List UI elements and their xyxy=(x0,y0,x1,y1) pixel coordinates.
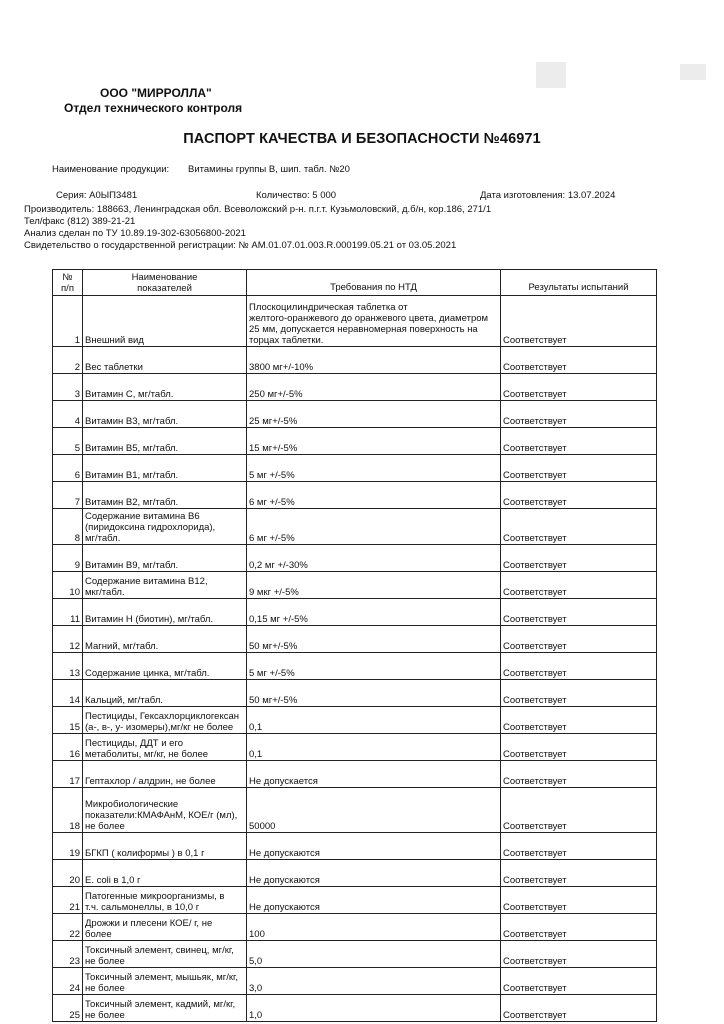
phone: Тел/факс (812) 389-21-21 xyxy=(24,216,136,227)
row-requirement: Плоскоцилиндрическая таблетка от желтого-оранжевого до оранжевого цвета, диаметром 25 мм, допускается неравномерная поверхность на торцах таблетки. xyxy=(247,296,501,347)
row-number: 7 xyxy=(53,482,83,509)
registration-certificate: Свидетельство о государственной регистрации: № AM.01.07.01.003.R.000199.05.21 от 03.05.2021 xyxy=(24,240,457,251)
row-requirement: 1,0 xyxy=(247,995,501,1022)
row-number: 24 xyxy=(53,968,83,995)
row-number: 16 xyxy=(53,734,83,761)
row-indicator-name: Пестициды, Гексахлорциклогексан (а-, в-, у- изомеры),мг/кг не более xyxy=(83,707,247,734)
row-requirement: 0,15 мг +/-5% xyxy=(247,599,501,626)
table-row xyxy=(53,995,657,1022)
row-number: 25 xyxy=(53,995,83,1022)
row-requirement: 50 мг+/-5% xyxy=(247,680,501,707)
product-label: Наименование продукции: xyxy=(52,164,170,175)
manufacture-date: Дата изготовления: 13.07.2024 xyxy=(480,190,616,201)
row-result: Соответствует xyxy=(501,914,657,941)
row-number: 23 xyxy=(53,941,83,968)
row-number: 22 xyxy=(53,914,83,941)
row-indicator-name: Витамин В1, мг/табл. xyxy=(83,455,247,482)
row-result: Соответствует xyxy=(501,653,657,680)
row-result: Соответствует xyxy=(501,788,657,833)
row-indicator-name: Микробиологические показатели:КМАФАнМ, КОЕ/г (мл), не более xyxy=(83,788,247,833)
row-indicator-name: Токсичный элемент, свинец, мг/кг, не более xyxy=(83,941,247,968)
table-row xyxy=(53,941,657,968)
row-requirement: 5,0 xyxy=(247,941,501,968)
row-result: Соответствует xyxy=(501,968,657,995)
row-result: Соответствует xyxy=(501,401,657,428)
table-row xyxy=(53,599,657,626)
row-result: Соответствует xyxy=(501,680,657,707)
company-name: ООО "МИРРОЛЛА" xyxy=(100,86,212,100)
row-number: 17 xyxy=(53,761,83,788)
table-row xyxy=(53,887,657,914)
row-requirement: 5 мг +/-5% xyxy=(247,455,501,482)
row-result: Соответствует xyxy=(501,626,657,653)
table-row xyxy=(53,455,657,482)
row-indicator-name: Содержание витамина В6 (пиридоксина гидрохлорида), мг/табл. xyxy=(83,509,247,545)
row-indicator-name: Витамин С, мг/табл. xyxy=(83,374,247,401)
row-result: Соответствует xyxy=(501,482,657,509)
row-indicator-name: Токсичный элемент, мышьяк, мг/кг, не более xyxy=(83,968,247,995)
row-requirement: 100 xyxy=(247,914,501,941)
row-number: 6 xyxy=(53,455,83,482)
row-requirement: 0,1 xyxy=(247,707,501,734)
row-indicator-name: Витамин Н (биотин), мг/табл. xyxy=(83,599,247,626)
row-number: 12 xyxy=(53,626,83,653)
table-row xyxy=(53,374,657,401)
quality-table xyxy=(52,269,657,1022)
row-indicator-name: Содержание цинка, мг/табл. xyxy=(83,653,247,680)
row-indicator-name: Пестициды, ДДТ и его метаболиты, мг/кг, не более xyxy=(83,734,247,761)
row-result: Соответствует xyxy=(501,509,657,545)
row-requirement: 0,1 xyxy=(247,734,501,761)
row-indicator-name: Внешний вид xyxy=(83,296,247,347)
scan-smudge xyxy=(536,62,566,88)
row-requirement: 25 мг+/-5% xyxy=(247,401,501,428)
row-requirement: 5 мг +/-5% xyxy=(247,653,501,680)
row-indicator-name: Витамин В9, мг/табл. xyxy=(83,545,247,572)
table-row xyxy=(53,653,657,680)
series: Серия: А0ЫП3481 xyxy=(56,190,138,201)
row-result: Соответствует xyxy=(501,428,657,455)
table-header-row xyxy=(53,270,657,296)
table-row xyxy=(53,680,657,707)
row-requirement: 50 мг+/-5% xyxy=(247,626,501,653)
row-number: 10 xyxy=(53,572,83,599)
row-result: Соответствует xyxy=(501,887,657,914)
row-indicator-name: Содержание витамина В12, мкг/табл. xyxy=(83,572,247,599)
analysis-standard: Анализ сделан по ТУ 10.89.19-302-63056800-2021 xyxy=(24,228,246,239)
row-requirement: 3,0 xyxy=(247,968,501,995)
table-row xyxy=(53,707,657,734)
row-indicator-name: БГКП ( колиформы ) в 0,1 г xyxy=(83,833,247,860)
table-row xyxy=(53,482,657,509)
scan-smudge xyxy=(680,64,706,80)
row-result: Соответствует xyxy=(501,545,657,572)
row-number: 2 xyxy=(53,347,83,374)
row-requirement: 3800 мг+/-10% xyxy=(247,347,501,374)
row-result: Соответствует xyxy=(501,347,657,374)
row-indicator-name: Токсичный элемент, кадмий, мг/кг, не более xyxy=(83,995,247,1022)
row-result: Соответствует xyxy=(501,761,657,788)
row-indicator-name: Гептахлор / алдрин, не более xyxy=(83,761,247,788)
row-indicator-name: Патогенные микроорганизмы, в т.ч. сальмонеллы, в 10,0 г xyxy=(83,887,247,914)
row-number: 13 xyxy=(53,653,83,680)
row-result: Соответствует xyxy=(501,833,657,860)
row-result: Соответствует xyxy=(501,860,657,887)
row-indicator-name: Магний, мг/табл. xyxy=(83,626,247,653)
row-requirement: 6 мг +/-5% xyxy=(247,482,501,509)
header-num: № п/п xyxy=(53,270,83,296)
table-row xyxy=(53,428,657,455)
table-row xyxy=(53,347,657,374)
row-requirement: 6 мг +/-5% xyxy=(247,509,501,545)
row-requirement: Не допускается xyxy=(247,761,501,788)
row-number: 20 xyxy=(53,860,83,887)
table-row xyxy=(53,788,657,833)
row-number: 3 xyxy=(53,374,83,401)
row-number: 9 xyxy=(53,545,83,572)
row-number: 4 xyxy=(53,401,83,428)
row-number: 1 xyxy=(53,296,83,347)
row-number: 14 xyxy=(53,680,83,707)
table-row xyxy=(53,509,657,545)
row-indicator-name: Витамин В3, мг/табл. xyxy=(83,401,247,428)
document-title: ПАСПОРТ КАЧЕСТВА И БЕЗОПАСНОСТИ №46971 xyxy=(183,131,541,147)
table-row xyxy=(53,401,657,428)
row-requirement: Не допускаются xyxy=(247,887,501,914)
row-number: 15 xyxy=(53,707,83,734)
row-indicator-name: Витамин В2, мг/табл. xyxy=(83,482,247,509)
row-number: 11 xyxy=(53,599,83,626)
header-result: Результаты испытаний xyxy=(501,270,657,296)
product-value: Витамины группы В, шип. табл. №20 xyxy=(188,164,350,175)
row-number: 18 xyxy=(53,788,83,833)
row-result: Соответствует xyxy=(501,599,657,626)
row-number: 19 xyxy=(53,833,83,860)
row-result: Соответствует xyxy=(501,941,657,968)
product-line xyxy=(52,164,350,175)
row-requirement: Не допускаются xyxy=(247,860,501,887)
row-result: Соответствует xyxy=(501,455,657,482)
row-result: Соответствует xyxy=(501,296,657,347)
row-number: 5 xyxy=(53,428,83,455)
table-row xyxy=(53,626,657,653)
department-name: Отдел технического контроля xyxy=(64,101,243,115)
row-indicator-name: Вес таблетки xyxy=(83,347,247,374)
row-indicator-name: E. coli в 1,0 г xyxy=(83,860,247,887)
table-row xyxy=(53,860,657,887)
row-requirement: 15 мг+/-5% xyxy=(247,428,501,455)
header-name: Наименование показателей xyxy=(83,270,247,296)
row-requirement: 9 мкг +/-5% xyxy=(247,572,501,599)
row-indicator-name: Дрожжи и плесени КОЕ/ г, не более xyxy=(83,914,247,941)
row-result: Соответствует xyxy=(501,374,657,401)
row-number: 21 xyxy=(53,887,83,914)
row-requirement: 50000 xyxy=(247,788,501,833)
row-result: Соответствует xyxy=(501,707,657,734)
row-result: Соответствует xyxy=(501,572,657,599)
row-result: Соответствует xyxy=(501,995,657,1022)
row-indicator-name: Кальций, мг/табл. xyxy=(83,680,247,707)
row-requirement: 250 мг+/-5% xyxy=(247,374,501,401)
row-result: Соответствует xyxy=(501,734,657,761)
row-requirement: Не допускаются xyxy=(247,833,501,860)
table-row xyxy=(53,914,657,941)
table-row xyxy=(53,761,657,788)
table-row xyxy=(53,572,657,599)
row-number: 8 xyxy=(53,509,83,545)
table-row xyxy=(53,968,657,995)
table-row xyxy=(53,545,657,572)
manufacturer: Производитель: 188663, Ленинградская обл. Всеволожский р-н. п.г.т. Кузьмоловский, д.б/н, кор.186, 271/1 xyxy=(24,204,492,215)
quantity: Количество: 5 000 xyxy=(256,190,337,201)
row-indicator-name: Витамин В5, мг/табл. xyxy=(83,428,247,455)
table-row xyxy=(53,734,657,761)
row-requirement: 0,2 мг +/-30% xyxy=(247,545,501,572)
table-row xyxy=(53,833,657,860)
table-row xyxy=(53,296,657,347)
header-requirement: Требования по НТД xyxy=(247,270,501,296)
